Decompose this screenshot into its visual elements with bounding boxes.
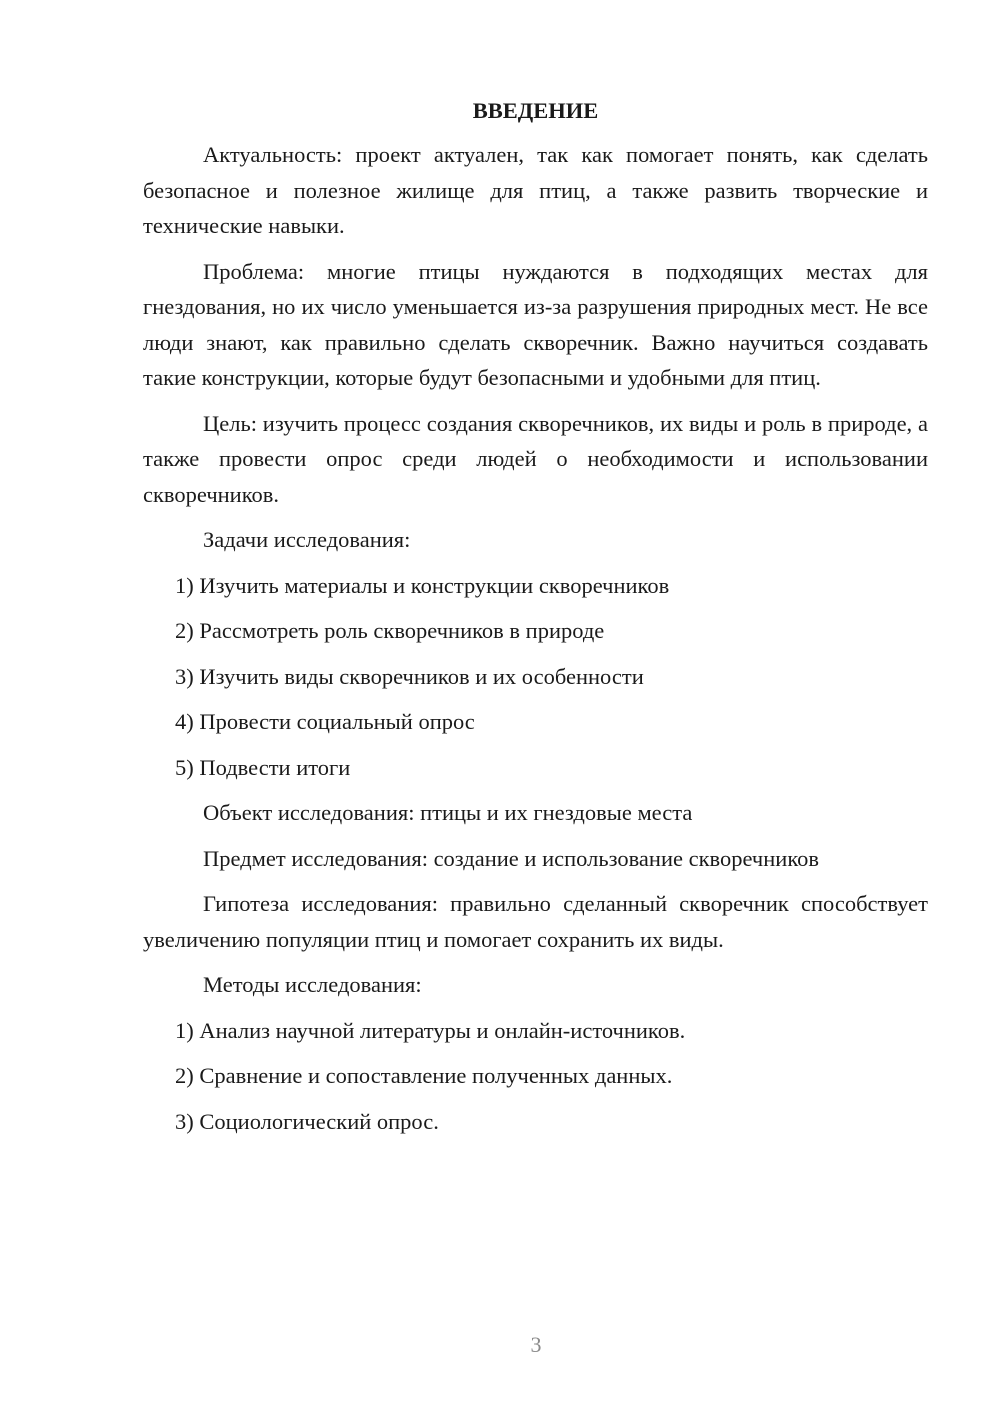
- paragraph-relevance: Актуальность: проект актуален, так как помогает понять, как сделать безопасное и полезное жилище для птиц, а также развить творческие и технические навыки.: [143, 142, 928, 238]
- paragraph-problem: Проблема: многие птицы нуждаются в подходящих местах для гнездования, но их число уменьшается из-за разрушения природных мест. Не все люди знают, как правильно сделать скворечник. Важно научиться создавать такие конструкции, которые будут безопасными и удобными для птиц.: [143, 258, 928, 390]
- paragraph-goal: Цель: изучить процесс создания скворечников, их виды и роль в природе, а также провести опрос среди людей о необходимости и использовании скворечников.: [143, 410, 928, 507]
- section-title: ВВЕДЕНИЕ: [472, 98, 599, 123]
- page-number: 3: [530, 1332, 542, 1357]
- research-object: Объект исследования: птицы и их гнездовые места: [203, 800, 693, 825]
- methods-heading: Методы исследования:: [203, 972, 422, 997]
- method-item: 3) Социологический опрос.: [175, 1108, 439, 1134]
- method-item: 1) Анализ научной литературы и онлайн-источников.: [175, 1017, 686, 1043]
- task-item: 1) Изучить материалы и конструкции скворечников: [175, 572, 670, 598]
- research-hypothesis: Гипотеза исследования: правильно сделанный скворечник способствует увеличению популяции птиц и помогает сохранить их виды.: [143, 891, 928, 952]
- page-content: [143, 95, 928, 1149]
- task-item: 3) Изучить виды скворечников и их особенности: [175, 663, 644, 689]
- task-item: 2) Рассмотреть роль скворечников в природе: [175, 618, 605, 643]
- tasks-heading: Задачи исследования:: [203, 527, 411, 552]
- research-subject: Предмет исследования: создание и использование скворечников: [203, 845, 819, 871]
- task-item: 5) Подвести итоги: [175, 754, 351, 780]
- method-item: 2) Сравнение и сопоставление полученных данных.: [175, 1063, 673, 1088]
- task-item: 4) Провести социальный опрос: [175, 709, 475, 734]
